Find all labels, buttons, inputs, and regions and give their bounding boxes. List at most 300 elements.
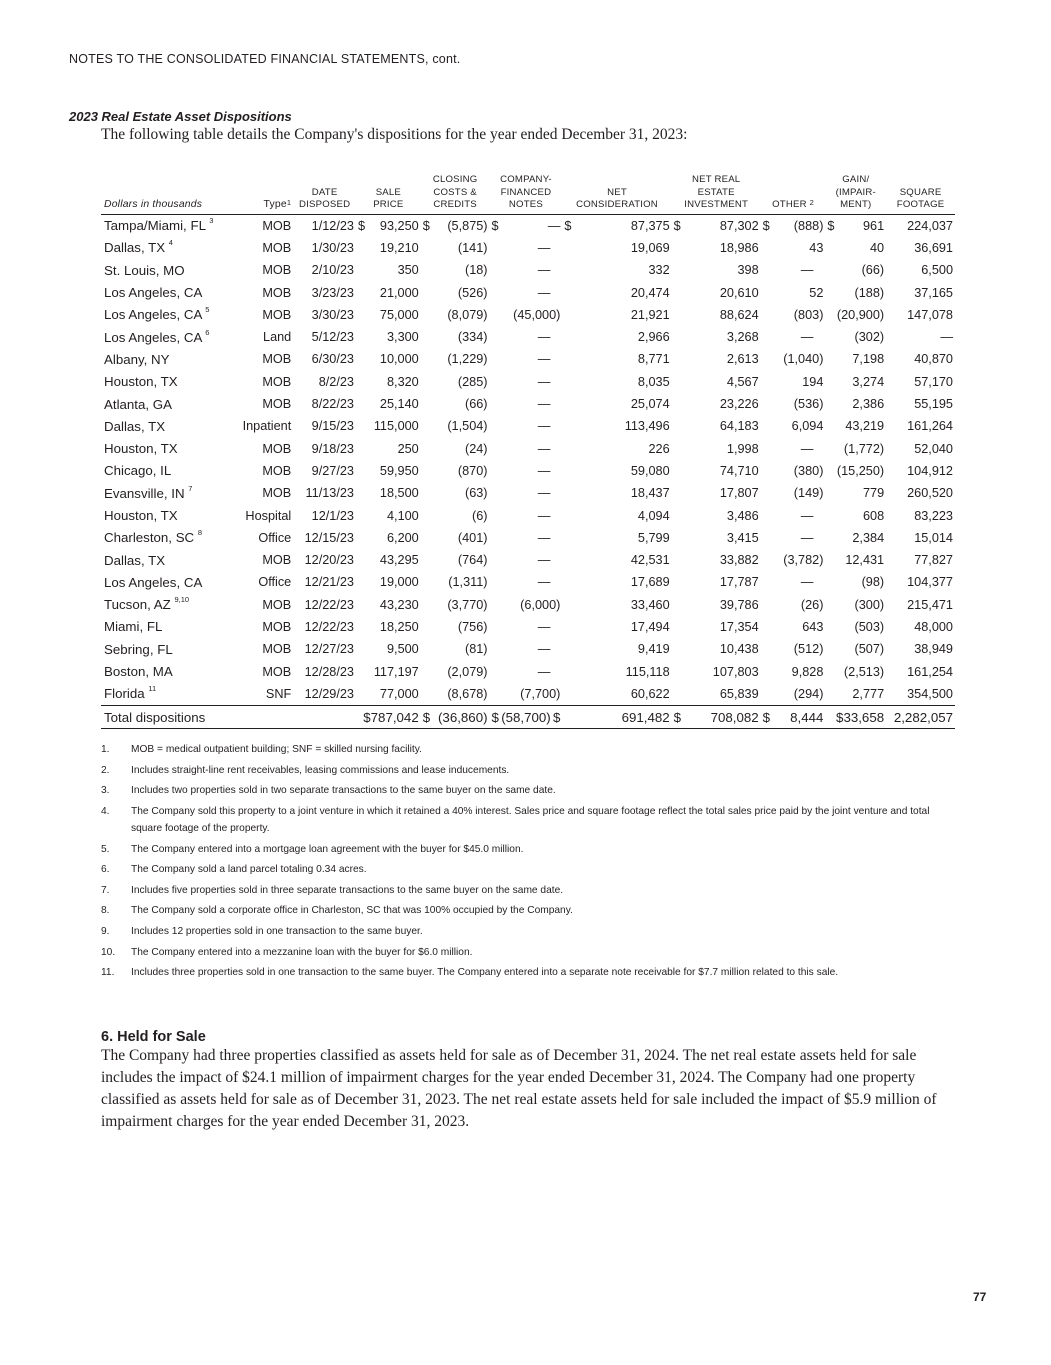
cell-type: Hospital <box>245 508 292 523</box>
cell-sale_price: 18,500 <box>379 486 419 501</box>
cell-net_real_estate: 3,415 <box>726 530 759 545</box>
cell-sale_price: 19,000 <box>379 575 419 590</box>
cell-gain: (507) <box>854 642 885 657</box>
table-row <box>101 616 955 638</box>
cell-date: 12/21/23 <box>304 575 354 590</box>
cell-location: Charleston, SC $^8$ <box>104 528 203 546</box>
cell-net_consideration: 60,622 <box>630 686 670 701</box>
cell-net_real_estate: 65,839 <box>719 686 759 701</box>
cell-other: (1,040) <box>783 352 824 367</box>
cell-other: 643 <box>802 619 824 634</box>
table-row <box>101 437 955 459</box>
cell-sqft: 6,500 <box>921 263 953 278</box>
cell-type: MOB <box>262 352 292 367</box>
cell-closing: (285) <box>457 374 488 389</box>
cell-net_real_estate: 2,613 <box>726 352 759 367</box>
col-header-type: Type$^1$ <box>231 174 294 214</box>
cell-location: Chicago, IL <box>104 463 172 479</box>
cell-sqft: 40,870 <box>914 352 953 367</box>
cell-date: 11/13/23 <box>305 486 354 501</box>
cell-gain: 43,219 <box>845 419 885 434</box>
cell-company_financed: — <box>537 374 551 389</box>
cell-sale_price: 19,210 <box>379 240 419 255</box>
cell-date: 9/18/23 <box>311 441 354 456</box>
cell-gain: 2,386 <box>852 397 885 412</box>
cell-location: Tucson, AZ $^{9,10}$ <box>104 595 190 613</box>
cell-company_financed: — <box>537 575 551 590</box>
cell-date: 12/22/23 <box>304 619 354 634</box>
cell-closing: (63) <box>464 486 488 501</box>
cell-sqft: — <box>940 330 953 345</box>
col-header-net-real-estate: NET REAL ESTATE INVESTMENT <box>672 174 761 214</box>
cell-company_financed: — <box>537 240 551 255</box>
cell-date: 1/12/23 <box>311 218 354 233</box>
page-number: 77 <box>973 1290 987 1304</box>
cell-type: Land <box>263 330 292 345</box>
cell-net_consideration: 115,118 <box>625 664 670 679</box>
cell-gain: 7,198 <box>852 352 885 367</box>
table-row <box>101 214 955 237</box>
cell-location: Tampa/Miami, FL $^3$ <box>104 216 214 234</box>
cell-closing: (870) <box>457 463 488 478</box>
table-row <box>101 393 955 415</box>
cell-sale_price: 4,100 <box>386 508 419 523</box>
cell-sale_price: 6,200 <box>386 530 419 545</box>
cell-sale_price: 43,230 <box>379 597 419 612</box>
table-total-row: Total dispositions $787,042 $ (36,860) $ (58,700) $ 691,482 $ 708,082 $ 8,444 $33,658 2,282,057 <box>101 706 955 729</box>
cell-company_financed: — <box>537 419 551 434</box>
cell-company_financed: — <box>537 664 551 679</box>
cell-other: 52 <box>809 285 824 300</box>
cell-gain: 40 <box>870 240 885 255</box>
cell-net_real_estate: 88,624 <box>719 307 759 322</box>
cell-other: (803) <box>793 307 824 322</box>
cell-sale_price: 350 <box>397 263 419 278</box>
cell-closing: (1,311) <box>448 575 488 590</box>
cell-company_financed: — <box>537 441 551 456</box>
table-row <box>101 237 955 259</box>
cell-type: MOB <box>262 664 292 679</box>
cell-type: SNF <box>265 686 292 701</box>
cell-sale_price: 21,000 <box>379 285 419 300</box>
cell-closing: (2,079) <box>447 664 488 679</box>
cell-net_real_estate: 74,710 <box>719 463 759 478</box>
cell-net_consideration: 8,035 <box>637 374 670 389</box>
cell-closing: (526) <box>457 285 488 300</box>
cell-net_real_estate: 3,486 <box>726 508 759 523</box>
cell-closing: (334) <box>457 330 488 345</box>
cell-date: 12/22/23 <box>304 597 354 612</box>
cell-date: 2/10/23 <box>311 263 354 278</box>
table-row <box>101 504 955 526</box>
cell-net_consideration: 42,531 <box>630 553 670 568</box>
cell-other: (380) <box>793 463 824 478</box>
cell-sqft: 48,000 <box>914 619 953 634</box>
cell-net_real_estate: 33,882 <box>719 553 759 568</box>
section-title: 2023 Real Estate Asset Dispositions <box>69 109 292 124</box>
cell-gain: (15,250) <box>836 463 885 478</box>
cell-type: MOB <box>262 374 292 389</box>
table-body <box>101 214 955 706</box>
cell-closing: (756) <box>457 619 488 634</box>
cell-net_consideration: 113,496 <box>624 419 670 434</box>
cell-date: 5/12/23 <box>311 330 354 345</box>
cell-net_real_estate: 10,438 <box>719 642 759 657</box>
cell-sqft: 38,949 <box>914 642 953 657</box>
cell-sqft: 77,827 <box>914 553 953 568</box>
cell-location: Albany, NY <box>104 351 170 367</box>
cell-type: MOB <box>262 285 292 300</box>
cell-closing: (18) <box>464 263 488 278</box>
cell-net_consideration: 8,771 <box>637 352 670 367</box>
table-header-row <box>101 174 955 214</box>
cell-type: MOB <box>262 240 292 255</box>
cell-location: Los Angeles, CA $^6$ <box>104 327 210 345</box>
cell-net_consideration: 33,460 <box>630 597 670 612</box>
cell-location: Los Angeles, CA <box>104 574 203 590</box>
cell-location: Sebring, FL <box>104 641 173 657</box>
cell-other: (3,782) <box>783 553 824 568</box>
cell-sqft: 215,471 <box>907 597 953 612</box>
table-row <box>101 594 955 616</box>
cell-sqft: 161,264 <box>907 419 953 434</box>
cell-other: (294) <box>793 686 824 701</box>
cell-location: Boston, MA <box>104 664 173 680</box>
cell-other: — <box>800 441 814 456</box>
cell-company_financed: $ — <box>491 218 561 233</box>
cell-company_financed: — <box>537 530 551 545</box>
cell-company_financed: — <box>537 619 551 634</box>
cell-closing: (3,770) <box>447 597 488 612</box>
cell-location: Dallas, TX <box>104 552 166 568</box>
cell-type: MOB <box>262 463 292 478</box>
cell-closing: $ (5,875) <box>422 218 488 233</box>
cell-sale_price: 117,197 <box>373 664 419 679</box>
cell-type: MOB <box>262 218 292 233</box>
cell-date: 12/27/23 <box>304 642 354 657</box>
cell-company_financed: — <box>537 263 551 278</box>
col-header-gain: GAIN/ (IMPAIR- MENT) <box>825 174 886 214</box>
cell-closing: (1,229) <box>447 352 488 367</box>
col-header-sale-price: SALE PRICE <box>356 174 421 214</box>
total-net-consideration: 691,482 <box>562 706 671 729</box>
cell-other: (149) <box>793 486 824 501</box>
cell-gain: 2,777 <box>852 686 885 701</box>
footnotes <box>101 741 959 985</box>
cell-company_financed: — <box>537 508 551 523</box>
cell-net_real_estate: 4,567 <box>726 374 759 389</box>
cell-date: 9/27/23 <box>311 463 354 478</box>
footnote: 1. MOB = medical outpatient building; SNF = skilled nursing facility. <box>101 744 422 755</box>
cell-closing: (6) <box>472 508 488 523</box>
cell-gain: (300) <box>854 597 885 612</box>
table-row <box>101 460 955 482</box>
cell-type: Office <box>258 530 292 545</box>
cell-type: MOB <box>262 597 292 612</box>
cell-net_consideration: 17,494 <box>630 619 670 634</box>
cell-sale_price: 18,250 <box>379 619 419 634</box>
col-header-company-financed: COMPANY- FINANCED NOTES <box>490 174 563 214</box>
table-row <box>101 549 955 571</box>
cell-net_real_estate: 18,986 <box>719 240 759 255</box>
table-row <box>101 482 955 504</box>
col-header-sqft: SQUARE FOOTAGE <box>886 174 955 214</box>
cell-gain: 3,274 <box>852 374 885 389</box>
cell-type: MOB <box>262 553 292 568</box>
page-header: NOTES TO THE CONSOLIDATED FINANCIAL STATEMENTS, cont. <box>69 52 461 66</box>
cell-sqft: 57,170 <box>914 374 953 389</box>
cell-other: 43 <box>809 240 824 255</box>
cell-type: MOB <box>262 642 292 657</box>
cell-net_consideration: 4,094 <box>637 508 670 523</box>
cell-sqft: 83,223 <box>914 508 953 523</box>
cell-type: Inpatient <box>242 419 292 434</box>
table-row <box>101 348 955 370</box>
cell-net_real_estate: 39,786 <box>719 597 759 612</box>
cell-net_consideration: $ 87,375 <box>564 218 670 233</box>
cell-date: 9/15/23 <box>311 419 354 434</box>
col-header-closing: CLOSING COSTS & CREDITS <box>421 174 490 214</box>
footnote: 7. Includes five properties sold in three separate transactions to the same buyer on the same date. <box>101 884 564 896</box>
cell-net_consideration: 17,689 <box>630 575 670 590</box>
table-row <box>101 304 955 326</box>
col-header-other: OTHER $^2$ <box>761 174 826 214</box>
cell-sqft: 161,254 <box>907 664 953 679</box>
cell-type: MOB <box>262 307 292 322</box>
cell-other: — <box>800 575 814 590</box>
table-row <box>101 527 955 549</box>
cell-other: (512) <box>793 642 824 657</box>
footnote: 9. Includes 12 properties sold in one transaction to the same buyer. <box>101 925 423 937</box>
cell-other: — <box>800 508 814 523</box>
total-sale-price: $787,042 <box>356 706 421 729</box>
cell-sqft: 104,377 <box>907 575 953 590</box>
table-row <box>101 415 955 437</box>
cell-gain: (98) <box>861 575 885 590</box>
cell-sqft: 260,520 <box>907 486 953 501</box>
cell-sale_price: $ 93,250 <box>357 218 419 233</box>
cell-net_consideration: 332 <box>648 263 670 278</box>
cell-net_consideration: 19,069 <box>630 240 670 255</box>
cell-location: Evansville, IN $^7$ <box>104 483 193 501</box>
cell-other: (26) <box>800 597 824 612</box>
footnote: 6. The Company sold a land parcel totaling 0.34 acres. <box>101 864 367 876</box>
dispositions-table <box>101 174 955 729</box>
table-row <box>101 638 955 660</box>
cell-sqft: 55,195 <box>914 397 953 412</box>
cell-net_real_estate: 17,354 <box>719 619 759 634</box>
total-gain: $33,658 <box>825 706 886 729</box>
cell-date: 8/22/23 <box>311 397 354 412</box>
cell-sale_price: 9,500 <box>386 642 419 657</box>
footnote: 4. The Company sold this property to a joint venture in which it retained a 40% interest. Sales price and square footage reflect the total sales price paid by the joint venture and total square footage of the property. <box>101 805 930 834</box>
footnote: 10. The Company entered into a mezzanine loan with the buyer for $6.0 million. <box>101 946 473 958</box>
cell-gain: 2,384 <box>852 530 885 545</box>
cell-location: St. Louis, MO <box>104 262 185 278</box>
cell-net_consideration: 2,966 <box>637 330 670 345</box>
intro-text: The following table details the Company's dispositions for the year ended December 31, 2023: <box>101 126 688 143</box>
cell-closing: (66) <box>464 397 488 412</box>
footnote: 5. The Company entered into a mortgage loan agreement with the buyer for $45.0 million. <box>101 843 524 855</box>
cell-net_consideration: 5,799 <box>637 530 670 545</box>
cell-other: 9,828 <box>791 664 824 679</box>
cell-sale_price: 10,000 <box>379 352 419 367</box>
cell-net_real_estate: 64,183 <box>719 419 759 434</box>
cell-other: — <box>800 530 814 545</box>
cell-date: 1/30/23 <box>311 240 354 255</box>
total-company-financed: (58,700) <box>501 709 551 725</box>
table-row <box>101 259 955 281</box>
cell-sqft: 354,500 <box>907 686 953 701</box>
cell-sale_price: 75,000 <box>379 307 419 322</box>
cell-gain: (66) <box>861 263 885 278</box>
cell-sale_price: 8,320 <box>386 374 419 389</box>
cell-company_financed: — <box>537 330 551 345</box>
cell-location: Miami, FL <box>104 619 163 635</box>
cell-sqft: 147,078 <box>907 307 953 322</box>
col-header-date: DATE DISPOSED <box>293 174 356 214</box>
cell-company_financed: — <box>537 486 551 501</box>
total-closing: (36,860) <box>438 709 488 725</box>
held-for-sale-body: The Company had three properties classified as assets held for sale as of December 31, 2024. The net real estate assets held for sale includes the impact of $24.1 million of impairment charges for the year ended December 31, 2024. The Company had one property classified as assets held for sale as of December 31, 2023. The net real estate assets held for sale included the impact of $5.9 million of impairment charges for the year ended December 31, 2023. <box>101 1047 937 1130</box>
cell-net_real_estate: 3,268 <box>726 330 759 345</box>
cell-net_consideration: 21,921 <box>630 307 670 322</box>
cell-other: — <box>800 330 814 345</box>
cell-type: MOB <box>262 397 292 412</box>
cell-net_real_estate: 17,807 <box>719 486 759 501</box>
cell-gain: 779 <box>862 486 885 501</box>
cell-type: MOB <box>262 441 292 456</box>
cell-company_financed: — <box>537 553 551 568</box>
table-row <box>101 326 955 348</box>
cell-gain: (20,900) <box>836 307 885 322</box>
cell-company_financed: — <box>537 463 551 478</box>
cell-net_consideration: 18,437 <box>630 486 670 501</box>
footnote: 2. Includes straight-line rent receivables, leasing commissions and lease inducements. <box>101 764 510 776</box>
cell-other: 194 <box>802 374 824 389</box>
cell-closing: (8,678) <box>447 686 488 701</box>
cell-company_financed: (45,000) <box>513 307 561 322</box>
cell-date: 12/20/23 <box>304 553 354 568</box>
cell-date: 3/23/23 <box>311 285 354 300</box>
cell-location: Florida $^{11}$ <box>104 684 157 702</box>
cell-location: Los Angeles, CA <box>104 285 203 301</box>
total-sqft: 2,282,057 <box>886 706 955 729</box>
cell-type: Office <box>258 575 292 590</box>
cell-sale_price: 59,950 <box>379 463 419 478</box>
footnote: 3. Includes two properties sold in two separate transactions to the same buyer on the same date. <box>101 785 556 797</box>
cell-net_consideration: 25,074 <box>630 397 670 412</box>
cell-sale_price: 25,140 <box>379 397 419 412</box>
cell-location: Dallas, TX <box>104 418 166 434</box>
cell-closing: (81) <box>464 642 488 657</box>
footnote: 11. Includes three properties sold in one transaction to the same buyer. The Company entered into a separate note receivable for $7.7 million related to this sale. <box>101 967 839 979</box>
cell-sqft: 104,912 <box>907 463 953 478</box>
cell-company_financed: (7,700) <box>520 686 561 701</box>
cell-net_real_estate: 398 <box>737 263 759 278</box>
table-row <box>101 571 955 593</box>
cell-sqft: 15,014 <box>914 530 953 545</box>
cell-date: 6/30/23 <box>311 352 354 367</box>
cell-other: — <box>800 263 814 278</box>
cell-net_real_estate: 1,998 <box>726 441 759 456</box>
cell-company_financed: — <box>537 397 551 412</box>
cell-sqft: 224,037 <box>907 218 953 233</box>
cell-sale_price: 43,295 <box>379 553 419 568</box>
cell-date: 12/29/23 <box>304 686 354 701</box>
total-label: Total dispositions <box>101 706 231 729</box>
cell-net_real_estate: 17,787 <box>719 575 759 590</box>
cell-net_consideration: 226 <box>648 441 670 456</box>
cell-gain: $ 961 <box>827 218 885 233</box>
cell-date: 12/1/23 <box>311 508 354 523</box>
total-other: 8,444 <box>790 709 824 725</box>
cell-net_consideration: 9,419 <box>637 642 670 657</box>
col-header-location: Dollars in thousands <box>101 174 231 214</box>
cell-net_real_estate: $ 87,302 <box>673 218 759 233</box>
cell-net_real_estate: 107,803 <box>712 664 759 679</box>
footnote: 8. The Company sold a corporate office in Charleston, SC that was 100% occupied by the Company. <box>101 905 573 917</box>
cell-company_financed: — <box>537 352 551 367</box>
cell-sqft: 37,165 <box>914 285 953 300</box>
col-header-net-consideration: NET CONSIDERATION <box>562 174 671 214</box>
cell-gain: (503) <box>854 619 885 634</box>
table-row <box>101 660 955 682</box>
cell-type: MOB <box>262 263 292 278</box>
cell-location: Los Angeles, CA $^5$ <box>104 305 210 323</box>
cell-company_financed: — <box>537 285 551 300</box>
table-row <box>101 281 955 303</box>
cell-other: $ (888) <box>762 218 824 233</box>
cell-closing: (141) <box>457 240 488 255</box>
cell-gain: 608 <box>862 508 885 523</box>
cell-gain: (188) <box>854 285 885 300</box>
cell-sqft: 36,691 <box>914 240 953 255</box>
cell-company_financed: — <box>537 642 551 657</box>
cell-net_consideration: 20,474 <box>630 285 670 300</box>
table-row <box>101 371 955 393</box>
held-for-sale-title: 6. Held for Sale <box>101 1029 206 1045</box>
cell-date: 3/30/23 <box>311 307 354 322</box>
cell-gain: 12,431 <box>845 553 885 568</box>
cell-gain: (1,772) <box>843 441 885 456</box>
cell-location: Houston, TX <box>104 508 178 523</box>
cell-date: 12/28/23 <box>304 664 354 679</box>
cell-type: MOB <box>262 486 292 501</box>
cell-company_financed: (6,000) <box>520 597 561 612</box>
cell-date: 8/2/23 <box>318 374 354 389</box>
cell-net_consideration: 59,080 <box>630 463 670 478</box>
cell-other: 6,094 <box>791 419 824 434</box>
cell-sale_price: 3,300 <box>386 330 419 345</box>
cell-date: 12/15/23 <box>304 530 354 545</box>
cell-type: MOB <box>262 619 292 634</box>
cell-location: Houston, TX <box>104 441 178 457</box>
cell-location: Dallas, TX $^4$ <box>104 238 173 256</box>
cell-other: (536) <box>793 397 824 412</box>
cell-closing: (8,079) <box>447 307 488 322</box>
cell-sale_price: 115,000 <box>373 419 419 434</box>
cell-location: Atlanta, GA <box>104 396 172 412</box>
cell-closing: (764) <box>457 553 488 568</box>
cell-closing: (24) <box>464 441 488 456</box>
cell-location: Houston, TX <box>104 374 178 390</box>
cell-sale_price: 250 <box>397 441 419 456</box>
cell-sqft: 52,040 <box>914 441 953 456</box>
cell-sale_price: 77,000 <box>379 686 419 701</box>
cell-closing: (401) <box>457 530 488 545</box>
total-net-real-estate: 708,082 <box>710 709 759 725</box>
